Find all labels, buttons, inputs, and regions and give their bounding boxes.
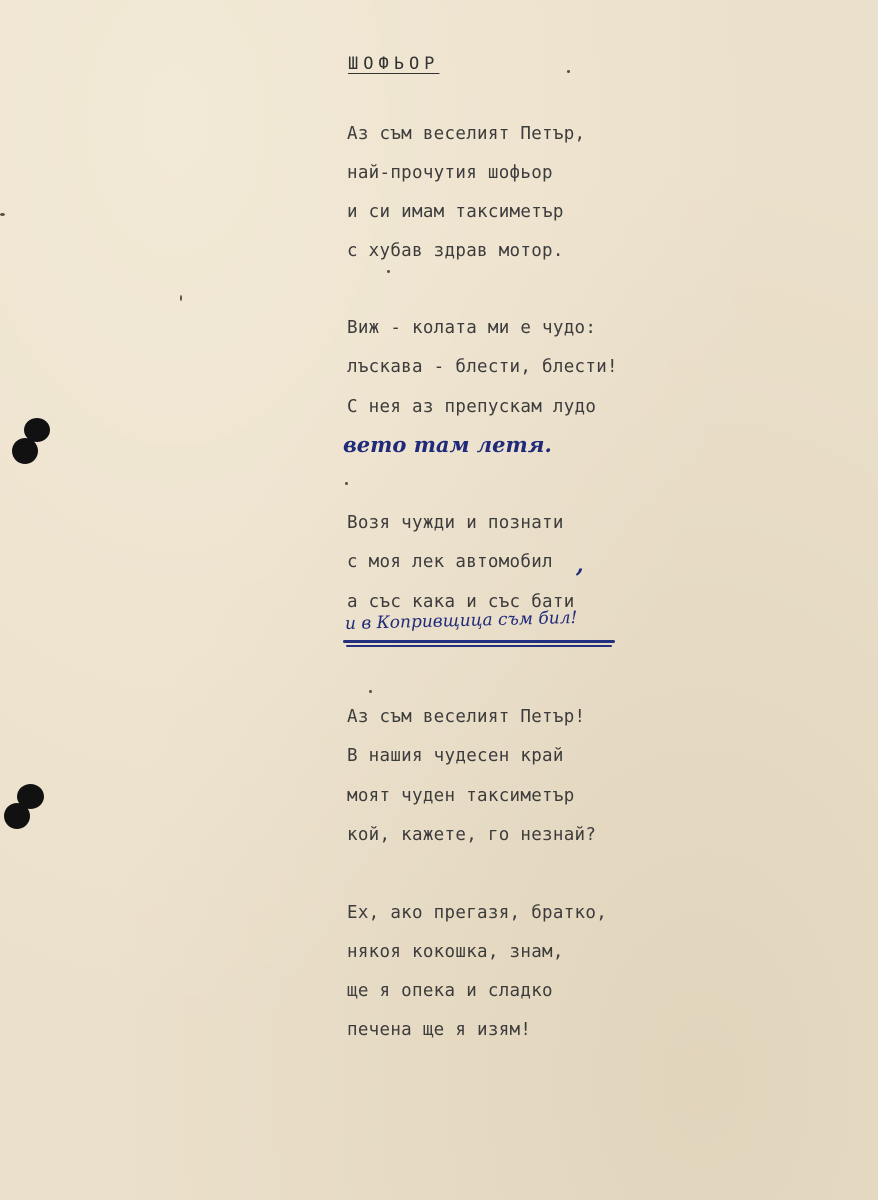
stanza4-line3: моят чуден таксиметър xyxy=(347,786,575,806)
stanza1-line2: най-прочутия шофьор xyxy=(347,163,553,183)
paper-speck xyxy=(387,270,390,273)
stanza5-line4: печена ще я изям! xyxy=(347,1020,532,1040)
stanza4-line1: Аз съм веселият Петър! xyxy=(347,707,586,727)
stanza2-line3: С нея аз препускам лудо xyxy=(347,397,597,417)
punch-hole-top-upper xyxy=(24,418,50,442)
stanza3-line1: Возя чужди и познати xyxy=(347,513,564,533)
stanza1-line4: с хубав здрав мотор. xyxy=(347,241,564,261)
punch-hole-bottom-upper xyxy=(17,784,44,809)
stanza1-line1: Аз съм веселият Петър, xyxy=(347,124,586,144)
handwritten-correction-stanza3: и в Копривщица съм бил! xyxy=(344,607,578,634)
stanza5-line1: Ех, ако прегазя, братко, xyxy=(347,903,608,923)
stanza4-line2: В нашия чудесен край xyxy=(347,746,564,766)
handwritten-comma: , xyxy=(576,552,584,578)
stanza2-line1: Виж - колата ми е чудо: xyxy=(347,318,597,338)
stanza2-line2: лъскава - блести, блести! xyxy=(347,357,618,377)
stanza3-line3: а със кака и със бати xyxy=(347,592,575,612)
stanza4-line4: кой, кажете, го незнай? xyxy=(347,825,597,845)
paper-speck xyxy=(369,690,372,693)
paper-speck xyxy=(0,213,5,216)
punch-hole-top xyxy=(12,438,38,464)
paper-speck xyxy=(345,482,348,485)
stanza5-line2: някоя кокошка, знам, xyxy=(347,942,564,962)
paper-speck xyxy=(567,70,570,73)
stanza1-line3: и си имам таксиметър xyxy=(347,202,564,222)
stanza5-line3: ще я опека и сладко xyxy=(347,981,553,1001)
stanza3-line2: с моя лек автомобил xyxy=(347,552,553,572)
handwritten-correction-stanza2: вето там летя. xyxy=(343,432,552,457)
strikethrough-scribble xyxy=(346,645,612,647)
paper-speck xyxy=(180,295,182,301)
strikethrough-scribble xyxy=(343,640,615,643)
poem-title: ШОФЬОР xyxy=(348,54,440,74)
